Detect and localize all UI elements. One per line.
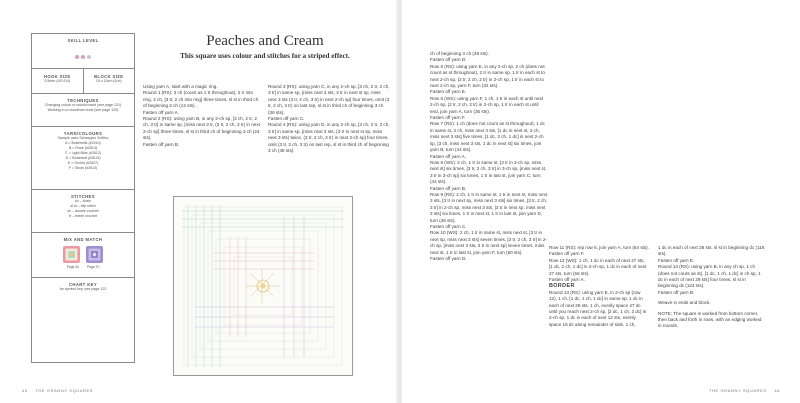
instruction-paragraph: Row 5 (RS): using yarn E, in any 2-ch sp, 2 ch (does not count as st throughout), 2 tr in same sp, 1 tr in each st to next 2-ch sp, (2 tr, 2 ch, 2 tr) in 2-ch sp, 1 tr in each st to next 2-ch sp, yarn F, turn (32 sts). [430, 63, 545, 89]
skill-dot-1 [75, 55, 79, 59]
instruction-paragraph: Fasten off yarn A. [549, 277, 585, 283]
hook-size-cell [32, 69, 84, 93]
left-page [0, 0, 398, 403]
instruction-paragraph: Fasten off yarn E. [430, 89, 467, 95]
skill-dot-2 [81, 55, 85, 59]
instructions-column-2 [268, 84, 390, 154]
instruction-paragraph: Fasten off yarn B. [143, 141, 180, 147]
left-page-number: 46 [22, 388, 28, 393]
right-running-title: THE GRANNY SQUARES [709, 388, 767, 393]
stitch-line: dc – double crochet [67, 209, 99, 213]
left-running-title: THE GRANNY SQUARES [35, 388, 93, 393]
instruction-paragraph: Round 4 (RS): using yarn D, in any 2-ch sp, [3 ch, 2 tr, 2 ch, 3 tr] in same sp, [miss next 3 sts, (3 tr in next st sp, miss next 3 sts) twice, (3 tr, 2 ch, 3 tr) in next 2-ch sp] four times, omit (3 tr, 2 ch, 3 tr) on last rep, sl st in third ch of beginning 3 ch (48 sts). [268, 122, 390, 154]
stitch-chart [173, 196, 353, 376]
skill-dot-3 [87, 55, 91, 59]
mix-thumbnail-1 [63, 246, 80, 263]
yarn-line: A = Buttermilk (#2410) [65, 141, 101, 145]
instruction-paragraph: Round 1 (RS): 3 ch (count as 1 tr throughout), 2 tr into ring, 2 ch, [3 tr, 2 ch into ring] three times, sl st in third ch of beginning 3 ch (12 sts). [143, 90, 259, 109]
instructions-column-5 [658, 245, 766, 330]
yarn-line: C = Light Blue (#2612) [64, 151, 102, 155]
stitch-chart-diagram [174, 197, 352, 375]
skill-level-dots [32, 46, 134, 64]
instruction-paragraph: Fasten off yarn B. [658, 289, 695, 295]
instruction-paragraph: Round 14 (RS): using yarn B, in any ch sp, 1 ch (does not count as st), [1 dc, 1 ch, 1 dc] in ch sp, 1 dc in each of next 29 sts] four times, sl st in beginning dc (124 sts). [658, 264, 761, 289]
yarn-line: E = Orchid (#2627) [67, 161, 99, 165]
chart-key-line: for symbol key, see page 122 [59, 287, 107, 291]
instruction-paragraph: Fasten off yarn C. [268, 116, 305, 122]
yarn-line: Sample uses Scheepjes Softfun [57, 136, 109, 140]
yarn-line: D = Botanical (#2613) [65, 156, 101, 160]
block-size-heading: BLOCK SIZE [94, 74, 124, 79]
mix-thumbnail-2 [86, 246, 103, 263]
yarn-line: F = Snow (#2612) [68, 166, 98, 170]
yarn-line: B = Rose (#2614) [68, 146, 98, 150]
instruction-paragraph: Fasten off yarn E. [658, 257, 695, 263]
instruction-paragraph: Fasten off yarn D. [430, 256, 467, 261]
instruction-paragraph: Row 12 (WS): 1 ch, 1 dc in each of next 27 sts, [1 dc, 2 ch, 1 dc] in 2-ch sp, 1 dc in each of next 27 sts, turn (56 sts). [549, 257, 647, 276]
hook-size-value: 3.5mm (US E/4) [44, 79, 71, 83]
instruction-paragraph: Using yarn A, start with a magic ring. [143, 84, 218, 89]
size-section [32, 69, 134, 94]
stitches-section [32, 194, 134, 233]
chart-key-heading: CHART KEY [68, 282, 98, 287]
instruction-paragraph: Row 8 (WS): 2 ch, 1 tr in same st, [3 tr in 3-ch sp, miss next st] six times, [3 tr, 2 ch, 3 tr] in 3-ch sp, [miss next st, 3 tr in 3-ch sp] six times, 1 tr in last st, join yarn C, turn (44 sts). [430, 159, 547, 185]
instructions-column-3 [430, 51, 548, 262]
yarn-heading: YARN/COLOURS [63, 131, 103, 136]
hook-size-heading: HOOK SIZE [43, 74, 71, 79]
instruction-paragraph: Fasten off yarn F. [430, 115, 466, 121]
instruction-paragraph: ch of beginning 3 ch (48 sts). [430, 51, 489, 56]
pattern-subtitle: This square uses colour and stitches for a striped effect. [180, 52, 350, 60]
instructions-column-4 [549, 245, 649, 328]
border-heading: BORDER [549, 283, 575, 290]
mix-labels [32, 265, 134, 269]
mix-and-match-section [32, 237, 134, 278]
mix-label-2: Page 70 [87, 265, 100, 269]
instruction-paragraph: Fasten off yarn A. [430, 153, 466, 159]
instructions-column-1 [143, 84, 261, 148]
chart-key-section [32, 282, 134, 308]
instruction-paragraph: Fasten off yarn C. [430, 223, 467, 229]
instruction-paragraph: Row 6 (WS): using yarn F, 1 ch, 1 tr in each st until next 2-ch sp, (2 tr, 2 ch, 2 tr) in 2-ch sp, 1 tr in each st until end, join yarn A, turn (36 sts). [430, 95, 544, 114]
instruction-paragraph: Round 3 (RS): using yarn C, in any 2-ch sp, [3 ch, 2 tr, 2 ch, 3 tr] in same sp, [miss next 3 sts, 3 tr in next st sp, miss next 3 sts (3 tr, 2 ch, 3 tr) in next 2-ch sp] four times, omit (3 tr, 2 ch, 3 tr) on last rep, sl st in third ch of beginning 3 ch (36 sts). [268, 84, 390, 115]
border-paragraph: Round 13 (RS): using yarn E, in 2-ch sp (row 12), 1 ch, [1 dc, 1 ch, 1 dc] in same sp, 1 dc in each of next 28 sts, 1 ch, evenly space 27 dc until you reach next 2-ch sp, [2 dc, 1 ch, 2 dc] in 2-ch sp, 1 dc in each of next 12 sts, evenly space 15 dc along remainder of side, 1 ch, [549, 289, 647, 327]
skill-level-heading: SKILL LEVEL [67, 38, 99, 43]
skill-level-section [32, 38, 134, 69]
mix-label-1: Page 34 [66, 265, 79, 269]
note-paragraph: NOTE: The square is worked from bottom corner, then back and forth in rows, with an edging worked in rounds. [658, 310, 762, 329]
left-footer [22, 388, 93, 393]
techniques-section [32, 98, 134, 127]
block-size-cell [84, 69, 135, 93]
instruction-paragraph: 1 dc in each of next 28 sts, sl st in beginning dc (116 sts). [658, 245, 765, 257]
instruction-paragraph: Row 10 (WS): 2 ch, 1 tr in same st, miss next st, [3 tr in next sp, miss next 3 sts] seven times, [3 tr, 2 ch, 3 tr] in 2-ch sp, [miss next 3 sts, 3 tr in next sp] seven times, miss next st, 1 tr in last st, join yarn F, turn (50 sts). [430, 230, 547, 255]
instruction-paragraph: Fasten off yarn B. [430, 185, 467, 191]
instruction-paragraph: Row 7 (RS): 1 ch (does not count as st throughout), 1 dc in same st, 3 ch, miss next 3 sts, [1 dc in next st, 3 ch, miss next 3 sts] five times, [1 dc, 3 ch, 1 dc] in next 2-ch sp, [3 ch, miss next 3 sts, 1 dc in next st] six times, join yarn B, turn (44 sts). [430, 121, 545, 153]
stitch-line: ch – chain [74, 199, 92, 203]
yarn-section [32, 131, 134, 190]
mix-thumbnails [32, 246, 134, 263]
instruction-paragraph: Row 9 (RS): 2 ch, 1 tr in same st, 1 tr in next st, miss next 3 sts, [3 tr in next sp, miss next 3 sts] six times, [3 tr, 2 ch, 3 tr] in 2-ch sp, miss next 3 sts, [3 tr in next sp, miss next 3 sts] six times, 1 tr in next st, 1 tr in last st, join yarn D, turn (46 sts). [430, 191, 548, 223]
instruction-paragraph: Fasten off yarn A. [143, 109, 179, 115]
stitch-line: sl st – slip stitch [70, 204, 96, 208]
mix-heading: MIX AND MATCH [63, 237, 103, 242]
right-page [402, 0, 800, 403]
stitch-line: tr – treble crochet [69, 214, 97, 218]
instruction-paragraph: Round 2 (RS): using yarn B, in any 2-ch sp, [3 ch, 2 tr, 2 ch, 3 tr] in same sp, [miss next 3 tr, (3 tr, 2 ch, 3 tr) in next 2-ch sp] three times, sl st in third ch of beginning 3 ch (24 sts). [143, 116, 260, 141]
techniques-line: Working in a round/row ends (see page 125) [47, 108, 119, 112]
right-footer [709, 388, 780, 393]
instruction-paragraph: Fasten off yarn F. [549, 251, 585, 257]
pattern-title: Peaches and Cream [206, 33, 324, 49]
pattern-info-sidebar [31, 33, 135, 363]
techniques-line: Changing colour or round/rowed (see page 121) [44, 103, 122, 107]
instruction-paragraph: Row 11 (RS): rep row 6, join yarn A, turn (54 sts). [549, 245, 649, 250]
techniques-heading: TECHNIQUES [67, 98, 99, 103]
right-page-number: 46 [774, 388, 780, 393]
stitches-heading: STITCHES [71, 194, 95, 199]
instruction-paragraph: Weave in ends and block. [658, 300, 711, 306]
block-size-value: 15 x 15cm (6 in) [95, 79, 122, 83]
instruction-paragraph: Fasten off yarn D. [430, 57, 467, 63]
